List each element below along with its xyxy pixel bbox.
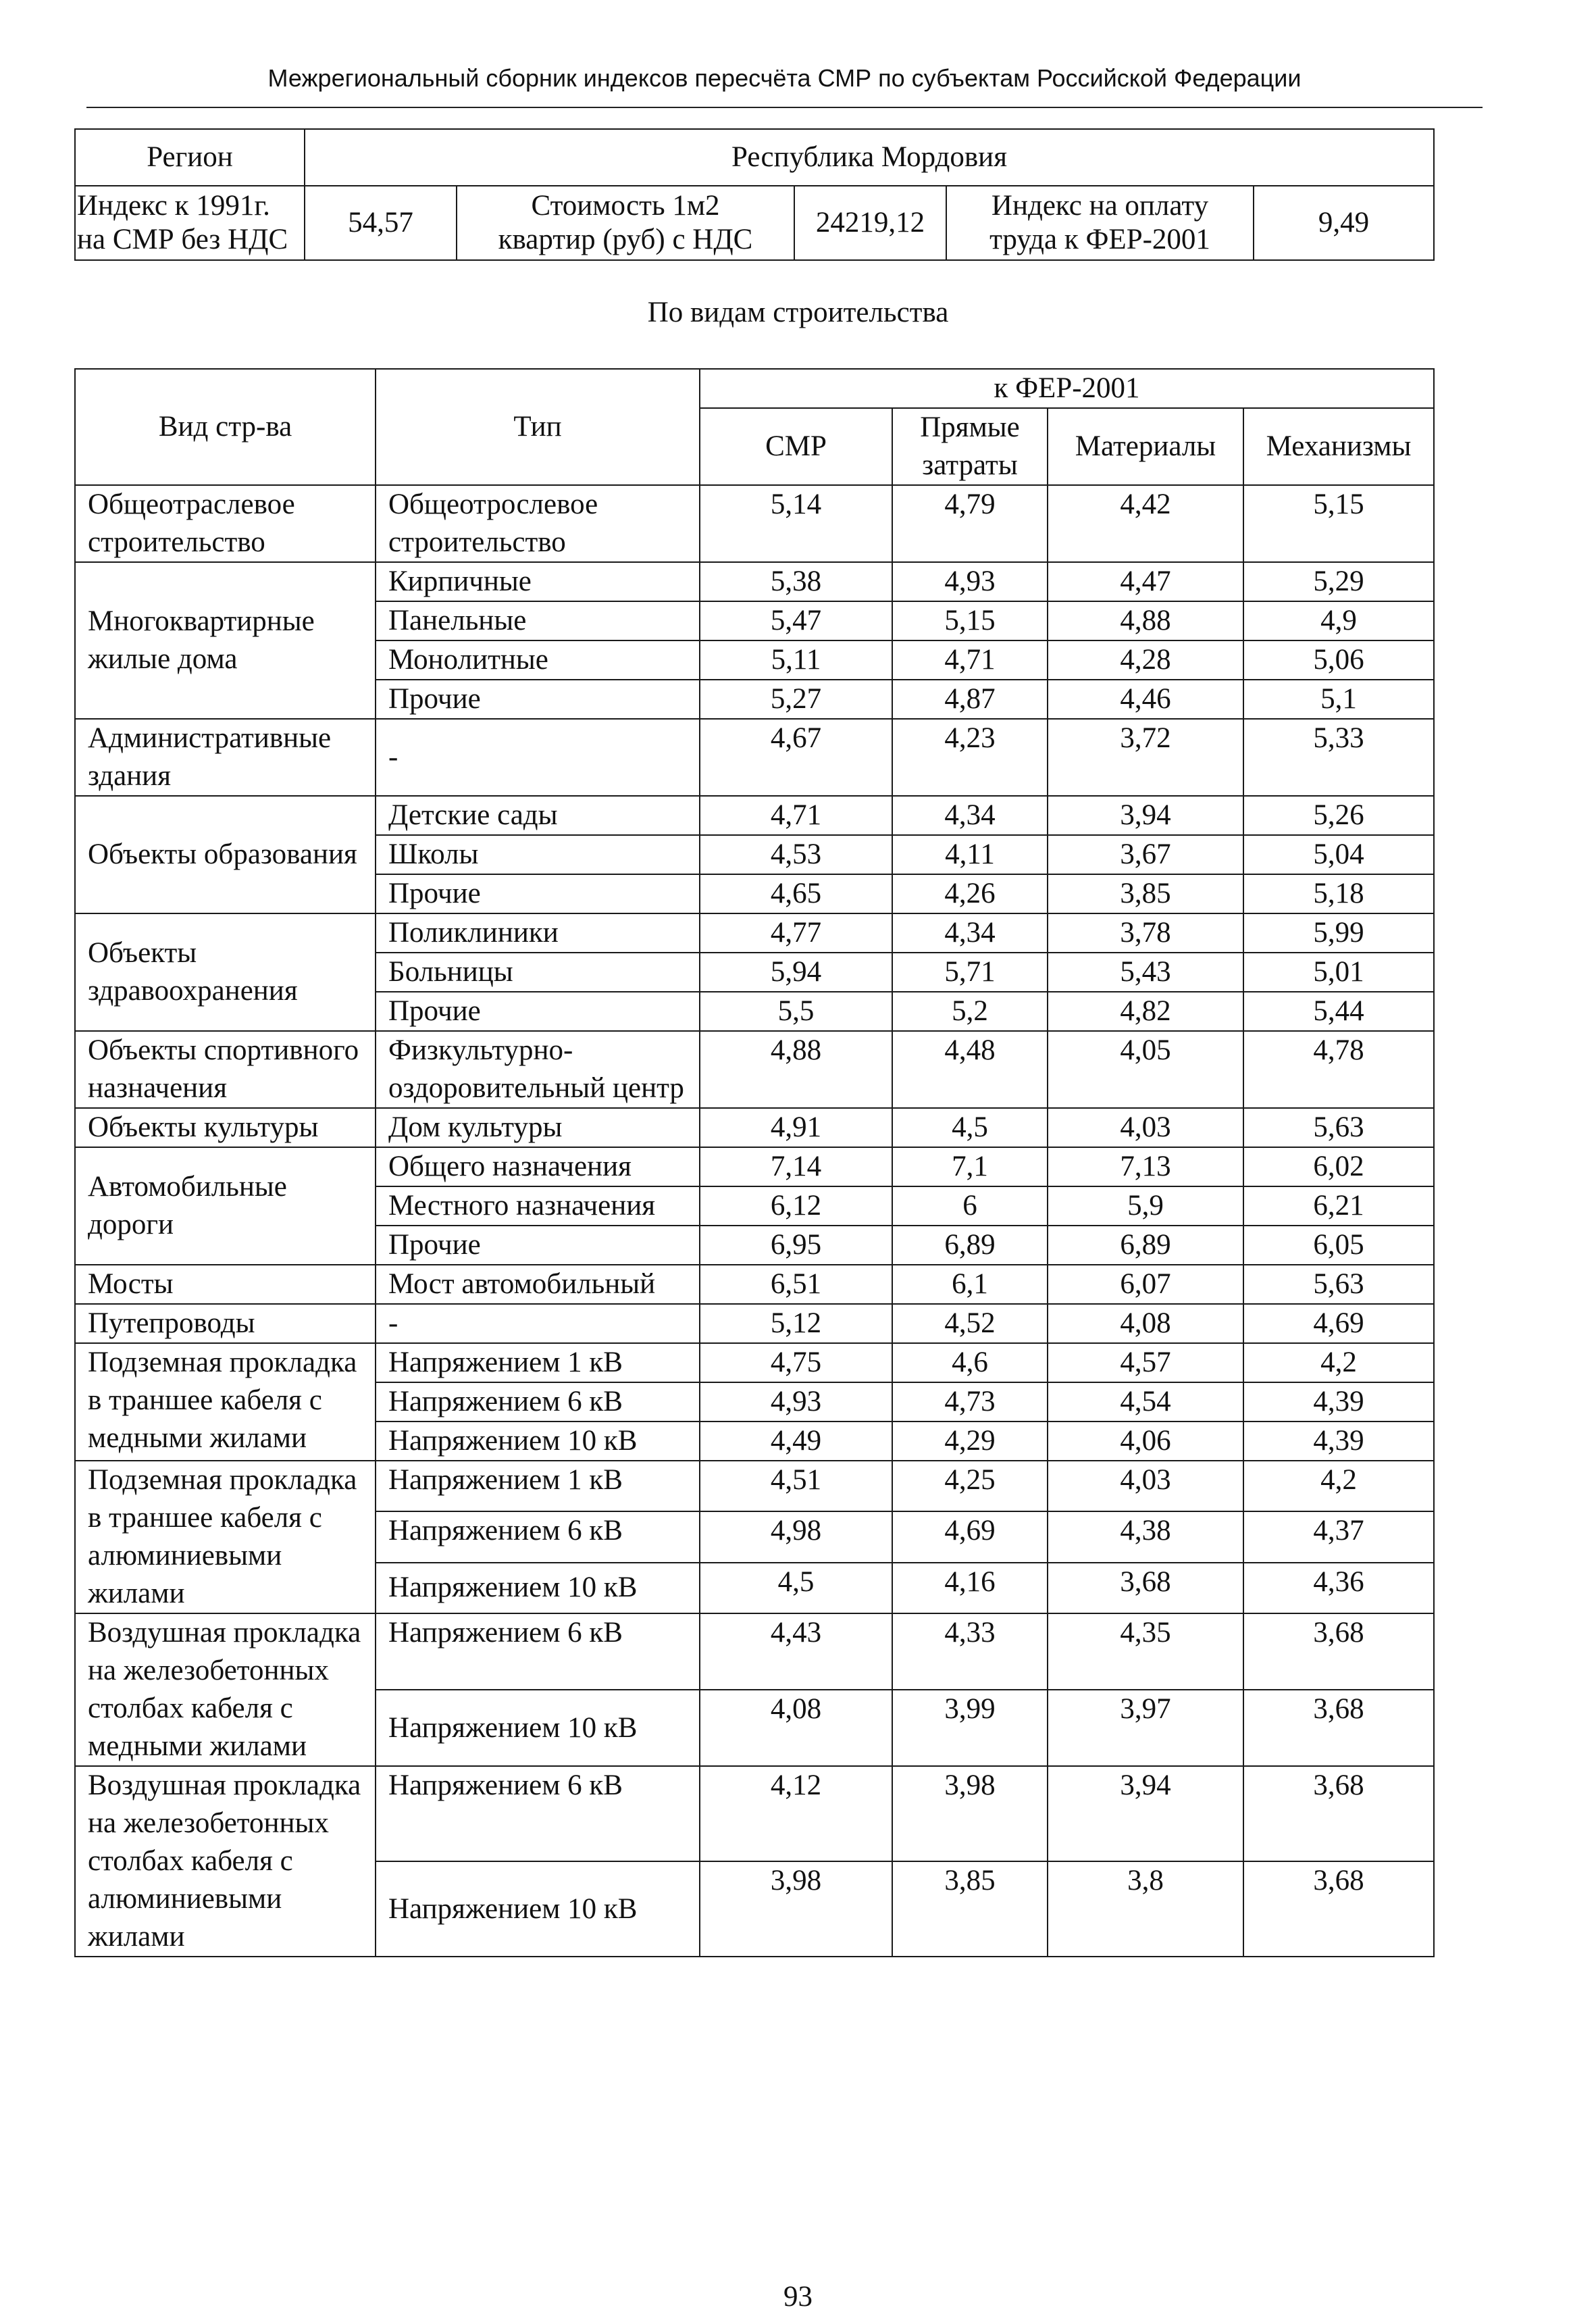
smr-value-cell: 4,65	[700, 874, 892, 913]
materials-value-cell: 4,35	[1048, 1613, 1243, 1690]
direct-value-cell: 5,71	[892, 953, 1048, 992]
direct-value-cell: 4,87	[892, 680, 1048, 719]
header-direct-costs: Прямые затраты	[892, 408, 1048, 485]
construction-kind-cell: Общеотраслевое строительство	[75, 485, 376, 562]
smr-value-cell: 7,14	[700, 1147, 892, 1186]
materials-value-cell: 3,94	[1048, 796, 1243, 835]
direct-value-cell: 4,6	[892, 1343, 1048, 1382]
machines-value-cell: 5,18	[1243, 874, 1434, 913]
smr-value-cell: 4,77	[700, 913, 892, 953]
machines-value-cell: 6,21	[1243, 1186, 1434, 1226]
direct-value-cell: 4,26	[892, 874, 1048, 913]
type-cell: Дом культуры	[376, 1108, 700, 1147]
direct-value-cell: 4,34	[892, 796, 1048, 835]
construction-kind-cell: Путепроводы	[75, 1304, 376, 1343]
materials-value-cell: 4,47	[1048, 562, 1243, 601]
materials-value-cell: 3,85	[1048, 874, 1243, 913]
smr-value-cell: 4,67	[700, 719, 892, 796]
smr-value-cell: 4,71	[700, 796, 892, 835]
materials-value-cell: 4,03	[1048, 1461, 1243, 1511]
materials-value-cell: 4,06	[1048, 1422, 1243, 1461]
construction-kind-cell: Воздушная прокладка на железобетонных столбах кабеля с медными жилами	[75, 1613, 376, 1766]
construction-kind-cell: Автомобильные дороги	[75, 1147, 376, 1265]
type-cell: -	[376, 1304, 700, 1343]
materials-value-cell: 3,72	[1048, 719, 1243, 796]
smr-value-cell: 5,27	[700, 680, 892, 719]
type-cell: Физкультурно-оздоровительный центр	[376, 1031, 700, 1108]
header-smr: СМР	[700, 408, 892, 485]
machines-value-cell: 4,39	[1243, 1422, 1434, 1461]
machines-value-cell: 4,39	[1243, 1382, 1434, 1422]
index-label: Индекс к 1991г. на СМР без НДС	[75, 186, 305, 260]
machines-value-cell: 6,02	[1243, 1147, 1434, 1186]
type-cell: Напряжением 6 кВ	[376, 1766, 700, 1861]
type-cell: Прочие	[376, 874, 700, 913]
machines-value-cell: 6,05	[1243, 1226, 1434, 1265]
direct-value-cell: 6,1	[892, 1265, 1048, 1304]
direct-value-cell: 4,5	[892, 1108, 1048, 1147]
type-cell: Больницы	[376, 953, 700, 992]
smr-value-cell: 5,47	[700, 601, 892, 640]
type-cell: Местного назначения	[376, 1186, 700, 1226]
table-row	[75, 562, 1434, 601]
materials-value-cell: 4,82	[1048, 992, 1243, 1031]
labor-index-label: Индекс на оплату труда к ФЕР-2001	[946, 186, 1254, 260]
page-header: Межрегиональный сборник индексов пересчёта СМР по субъектам Российской Федерации	[267, 64, 1302, 92]
type-cell: Школы	[376, 835, 700, 874]
direct-value-cell: 5,15	[892, 601, 1048, 640]
smr-value-cell: 6,95	[700, 1226, 892, 1265]
machines-value-cell: 5,1	[1243, 680, 1434, 719]
construction-kind-cell: Объекты культуры	[75, 1108, 376, 1147]
materials-value-cell: 4,08	[1048, 1304, 1243, 1343]
machines-value-cell: 5,63	[1243, 1108, 1434, 1147]
cost-label: Стоимость 1м2 квартир (руб) с НДС	[457, 186, 794, 260]
direct-value-cell: 4,34	[892, 913, 1048, 953]
region-value: Республика Мордовия	[305, 129, 1434, 186]
summary-table	[74, 128, 1435, 261]
type-cell: Детские сады	[376, 796, 700, 835]
materials-value-cell: 6,89	[1048, 1226, 1243, 1265]
page-number: 93	[783, 2281, 813, 2313]
machines-value-cell: 4,2	[1243, 1461, 1434, 1511]
materials-value-cell: 3,78	[1048, 913, 1243, 953]
machines-value-cell: 3,68	[1243, 1861, 1434, 1957]
direct-value-cell: 4,73	[892, 1382, 1048, 1422]
smr-value-cell: 6,12	[700, 1186, 892, 1226]
type-cell: Прочие	[376, 1226, 700, 1265]
smr-value-cell: 5,11	[700, 640, 892, 680]
header-materials: Материалы	[1048, 408, 1243, 485]
machines-value-cell: 4,69	[1243, 1304, 1434, 1343]
machines-value-cell: 5,01	[1243, 953, 1434, 992]
machines-value-cell: 5,29	[1243, 562, 1434, 601]
cost-value: 24219,12	[794, 186, 946, 260]
direct-value-cell: 4,52	[892, 1304, 1048, 1343]
machines-value-cell: 5,06	[1243, 640, 1434, 680]
index-value: 54,57	[305, 186, 457, 260]
header-machines: Механизмы	[1243, 408, 1434, 485]
machines-value-cell: 3,68	[1243, 1613, 1434, 1690]
direct-value-cell: 3,99	[892, 1690, 1048, 1766]
smr-value-cell: 5,5	[700, 992, 892, 1031]
smr-value-cell: 4,98	[700, 1511, 892, 1562]
materials-value-cell: 4,57	[1048, 1343, 1243, 1382]
smr-value-cell: 4,91	[700, 1108, 892, 1147]
direct-value-cell: 4,29	[892, 1422, 1048, 1461]
materials-value-cell: 4,05	[1048, 1031, 1243, 1108]
smr-value-cell: 4,53	[700, 835, 892, 874]
machines-value-cell: 3,68	[1243, 1766, 1434, 1861]
table-row	[75, 719, 1434, 796]
smr-value-cell: 5,14	[700, 485, 892, 562]
materials-value-cell: 4,46	[1048, 680, 1243, 719]
smr-value-cell: 6,51	[700, 1265, 892, 1304]
construction-kind-cell: Административные здания	[75, 719, 376, 796]
materials-value-cell: 3,94	[1048, 1766, 1243, 1861]
header-rule	[86, 107, 1483, 108]
machines-value-cell: 5,63	[1243, 1265, 1434, 1304]
construction-kind-cell: Объекты образования	[75, 796, 376, 913]
type-cell: Панельные	[376, 601, 700, 640]
direct-value-cell: 4,79	[892, 485, 1048, 562]
table-row	[75, 1304, 1434, 1343]
machines-value-cell: 5,15	[1243, 485, 1434, 562]
materials-value-cell: 3,67	[1048, 835, 1243, 874]
direct-value-cell: 6,89	[892, 1226, 1048, 1265]
type-cell: Напряжением 10 кВ	[376, 1422, 700, 1461]
smr-value-cell: 4,12	[700, 1766, 892, 1861]
construction-kind-cell: Объекты здравоохранения	[75, 913, 376, 1031]
index-table	[74, 368, 1435, 1957]
type-cell: Прочие	[376, 680, 700, 719]
table-row	[75, 1108, 1434, 1147]
machines-value-cell: 5,33	[1243, 719, 1434, 796]
materials-value-cell: 3,97	[1048, 1690, 1243, 1766]
materials-value-cell: 7,13	[1048, 1147, 1243, 1186]
direct-value-cell: 4,93	[892, 562, 1048, 601]
construction-kind-cell: Объекты спортивного назначения	[75, 1031, 376, 1108]
materials-value-cell: 4,54	[1048, 1382, 1243, 1422]
direct-value-cell: 4,11	[892, 835, 1048, 874]
construction-kind-cell: Мосты	[75, 1265, 376, 1304]
smr-value-cell: 4,75	[700, 1343, 892, 1382]
direct-value-cell: 4,71	[892, 640, 1048, 680]
smr-value-cell: 4,93	[700, 1382, 892, 1422]
direct-value-cell: 7,1	[892, 1147, 1048, 1186]
machines-value-cell: 4,36	[1243, 1563, 1434, 1613]
table-body	[75, 485, 1434, 1957]
type-cell: Монолитные	[376, 640, 700, 680]
smr-value-cell: 4,5	[700, 1563, 892, 1613]
machines-value-cell: 5,44	[1243, 992, 1434, 1031]
machines-value-cell: 3,68	[1243, 1690, 1434, 1766]
materials-value-cell: 4,03	[1048, 1108, 1243, 1147]
machines-value-cell: 4,2	[1243, 1343, 1434, 1382]
direct-value-cell: 6	[892, 1186, 1048, 1226]
direct-value-cell: 5,2	[892, 992, 1048, 1031]
table-row	[75, 485, 1434, 562]
smr-value-cell: 5,94	[700, 953, 892, 992]
type-cell: Поликлиники	[376, 913, 700, 953]
region-label: Регион	[75, 129, 305, 186]
labor-index-value: 9,49	[1254, 186, 1434, 260]
type-cell: Напряжением 1 кВ	[376, 1343, 700, 1382]
type-cell: Напряжением 6 кВ	[376, 1511, 700, 1562]
machines-value-cell: 5,99	[1243, 913, 1434, 953]
materials-value-cell: 3,68	[1048, 1563, 1243, 1613]
type-cell: Мост автомобильный	[376, 1265, 700, 1304]
construction-kind-cell: Многоквартирные жилые дома	[75, 562, 376, 719]
header-type: Тип	[376, 369, 700, 485]
table-row	[75, 1613, 1434, 1690]
direct-value-cell: 4,69	[892, 1511, 1048, 1562]
direct-value-cell: 4,48	[892, 1031, 1048, 1108]
materials-value-cell: 4,42	[1048, 485, 1243, 562]
type-cell: Прочие	[376, 992, 700, 1031]
type-cell: Кирпичные	[376, 562, 700, 601]
smr-value-cell: 4,08	[700, 1690, 892, 1766]
table-row	[75, 1766, 1434, 1861]
table-row	[75, 1461, 1434, 1511]
smr-value-cell: 4,51	[700, 1461, 892, 1511]
smr-value-cell: 5,38	[700, 562, 892, 601]
materials-value-cell: 3,8	[1048, 1861, 1243, 1957]
table-row	[75, 796, 1434, 835]
direct-value-cell: 4,23	[892, 719, 1048, 796]
type-cell: Напряжением 10 кВ	[376, 1563, 700, 1613]
construction-kind-cell: Подземная прокладка в траншее кабеля с медными жилами	[75, 1343, 376, 1461]
materials-value-cell: 4,28	[1048, 640, 1243, 680]
type-cell: Напряжением 10 кВ	[376, 1861, 700, 1957]
smr-value-cell: 5,12	[700, 1304, 892, 1343]
header-fer-group: к ФЕР-2001	[700, 369, 1434, 408]
direct-value-cell: 4,33	[892, 1613, 1048, 1690]
materials-value-cell: 5,9	[1048, 1186, 1243, 1226]
construction-kind-cell: Подземная прокладка в траншее кабеля с алюминиевыми жилами	[75, 1461, 376, 1613]
type-cell: -	[376, 719, 700, 796]
table-row	[75, 1031, 1434, 1108]
header-kind: Вид стр-ва	[75, 369, 376, 485]
type-cell: Напряжением 1 кВ	[376, 1461, 700, 1511]
direct-value-cell: 3,98	[892, 1766, 1048, 1861]
machines-value-cell: 5,04	[1243, 835, 1434, 874]
direct-value-cell: 4,16	[892, 1563, 1048, 1613]
table-row	[75, 913, 1434, 953]
type-cell: Напряжением 10 кВ	[376, 1690, 700, 1766]
type-cell: Общеотрослевое строительство	[376, 485, 700, 562]
direct-value-cell: 3,85	[892, 1861, 1048, 1957]
machines-value-cell: 4,9	[1243, 601, 1434, 640]
table-row	[75, 1265, 1434, 1304]
machines-value-cell: 4,78	[1243, 1031, 1434, 1108]
smr-value-cell: 4,43	[700, 1613, 892, 1690]
materials-value-cell: 4,88	[1048, 601, 1243, 640]
section-subtitle: По видам строительства	[647, 297, 949, 328]
direct-value-cell: 4,25	[892, 1461, 1048, 1511]
smr-value-cell: 3,98	[700, 1861, 892, 1957]
smr-value-cell: 4,49	[700, 1422, 892, 1461]
type-cell: Общего назначения	[376, 1147, 700, 1186]
type-cell: Напряжением 6 кВ	[376, 1382, 700, 1422]
materials-value-cell: 6,07	[1048, 1265, 1243, 1304]
type-cell: Напряжением 6 кВ	[376, 1613, 700, 1690]
construction-kind-cell: Воздушная прокладка на железобетонных столбах кабеля с алюминиевыми жилами	[75, 1766, 376, 1957]
machines-value-cell: 5,26	[1243, 796, 1434, 835]
table-row	[75, 1147, 1434, 1186]
machines-value-cell: 4,37	[1243, 1511, 1434, 1562]
materials-value-cell: 4,38	[1048, 1511, 1243, 1562]
materials-value-cell: 5,43	[1048, 953, 1243, 992]
smr-value-cell: 4,88	[700, 1031, 892, 1108]
table-row	[75, 1343, 1434, 1382]
